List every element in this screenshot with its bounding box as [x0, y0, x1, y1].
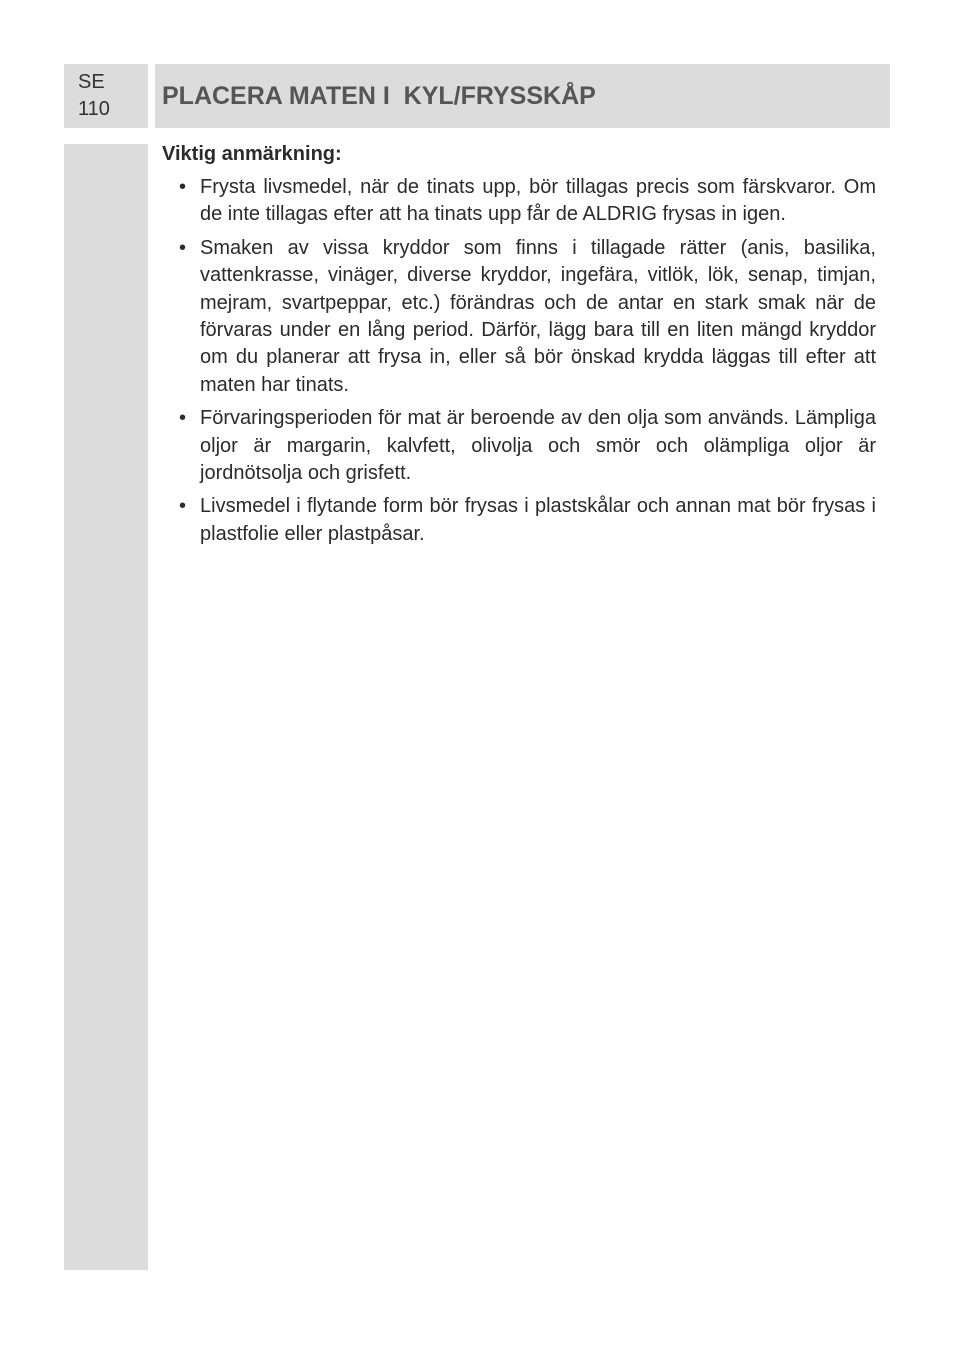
page-tab [64, 64, 148, 128]
side-strip [64, 144, 148, 1270]
page-title: PLACERA MATEN I KYL/FRYSSKÅP [162, 82, 596, 110]
list-item-text: Smaken av vissa kryddor som finns i tillagade rätter (anis, basilika, vattenkrasse, vinäger, diverse kryddor, ingefära, vitlök, lök, senap, timjan, mejram, svartpeppar, etc.) förändras och de antar en stark smak när de förvaras under en lång period. Därför, lägg bara till en liten mängd kryddor om du planerar att frysa in, eller så bör önskad krydda läggas till efter att maten har tinats. [200, 236, 876, 396]
bullet-icon: • [179, 236, 187, 259]
list-item [162, 405, 876, 487]
list-item-text: Förvaringsperioden för mat är beroende av den olja som används. Lämpliga oljor är margarin, kalvfett, olivolja och smör och olämpliga oljor är jordnötsolja och grisfett. [200, 407, 876, 485]
list-item-text: Frysta livsmedel, när de tinats upp, bör tillagas precis som färskvaror. Om de inte tillagas efter att ha tinats upp får de ALDRIG frysas in igen. [200, 176, 876, 226]
title-bar [155, 64, 890, 128]
list-item [162, 493, 876, 548]
section-heading: Viktig anmärkning: [162, 143, 342, 165]
list-item [162, 174, 876, 229]
list-item-text: Livsmedel i flytande form bör frysas i plastskålar och annan mat bör frysas i plastfolie eller plastpåsar. [200, 495, 876, 545]
bullet-icon: • [179, 407, 187, 430]
main-content [162, 140, 876, 554]
language-code: SE [78, 71, 105, 93]
list-item [162, 235, 876, 399]
bullet-icon: • [179, 176, 187, 198]
bullet-icon: • [179, 495, 187, 518]
bullet-list [162, 174, 876, 548]
page-number: 110 [78, 98, 110, 120]
